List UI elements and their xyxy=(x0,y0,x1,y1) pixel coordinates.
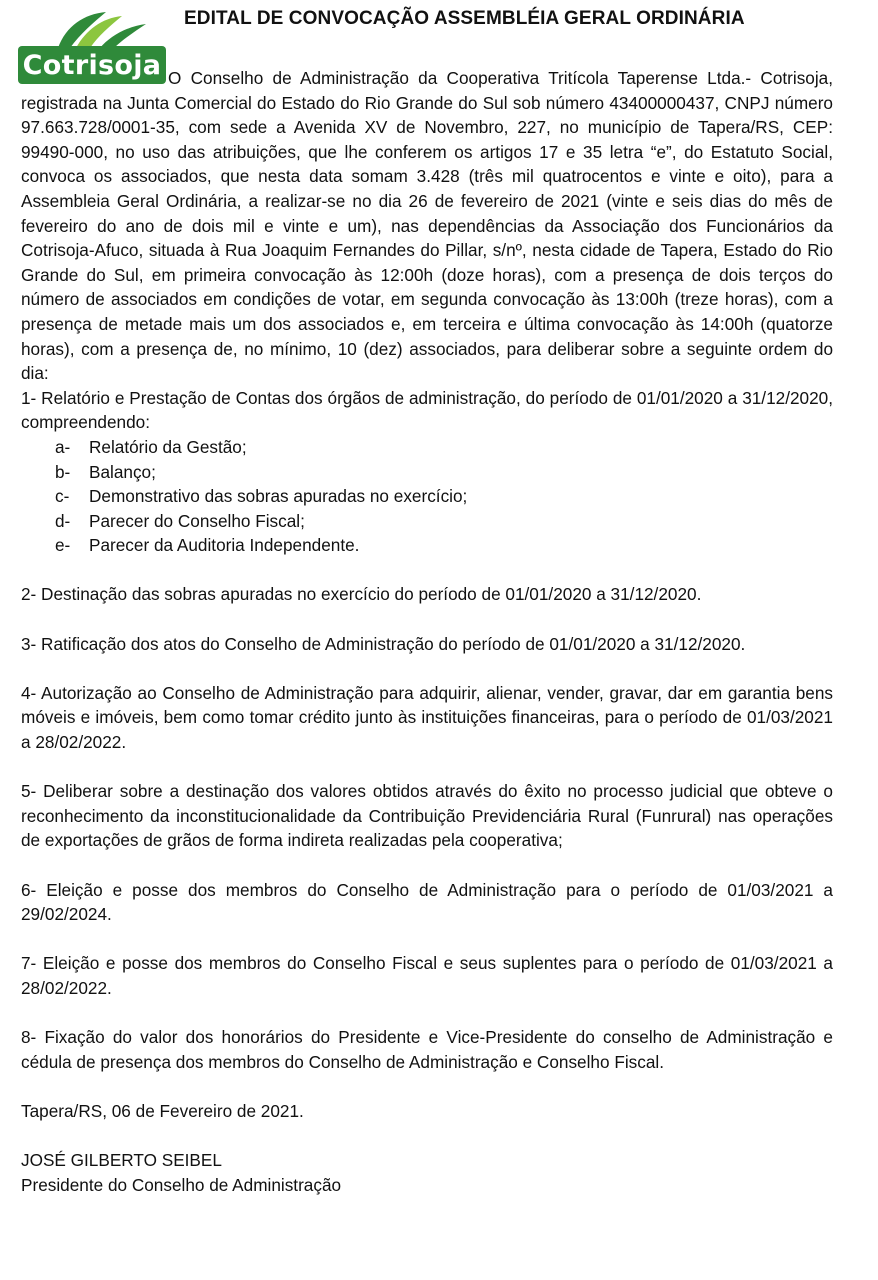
list-item: c- Demonstrativo das sobras apuradas no exercício; xyxy=(55,486,468,507)
place-date: Tapera/RS, 06 de Fevereiro de 2021. xyxy=(21,1100,304,1121)
agenda-item-3: 3- Ratificação dos atos do Conselho de Administração do período de 01/01/2020 a 31/12/2020. xyxy=(21,633,746,654)
agenda-item-6: 6- Eleição e posse dos membros do Conselho de Administração para o período de 01/03/2021 a 29/02/2024. xyxy=(21,879,833,925)
leaf-icon xyxy=(18,8,166,50)
list-item: a- Relatório da Gestão; xyxy=(55,436,247,457)
agenda-item-8: 8- Fixação do valor dos honorários do Presidente e Vice-Presidente do conselho de Administração e cédula de presença dos membros do Conselho de Administração e Conselho Fiscal. xyxy=(21,1027,833,1072)
agenda-subitems xyxy=(21,435,833,558)
signature-block xyxy=(21,1148,833,1197)
intro-paragraph: O Conselho de Administração da Cooperativa Tritícola Taperense Ltda.- Cotrisoja, registrada na Junta Comercial do Estado do Rio Grande do Sul sob número 43400000437, CNPJ número 97.663.728/0001-35, com sede a Avenida XV de Novembro, 227, no município de Tapera/RS, CEP: 99490-000, no uso das atribuições, que lhe conferem os artigos 17 e 35 letra “e”, do Estatuto Social, convoca os associados, que nesta data somam 3.428 (três mil quatrocentos e vinte e oito), para a Assembleia Geral Ordinária, a realizar-se no dia 26 de fevereiro de 2021 (vinte e seis dias do mês de fevereiro do ano de dois mil e vinte e um), nas dependências da Associação dos Funcionários da Cotrisoja-Afuco, situada à Rua Joaquim Fernandes do Pillar, s/nº, nesta cidade de Tapera, Estado do Rio Grande do Sul, em primeira convocação às 12:00h (doze horas), com a presença de dois terços do número de associados em condições de votar, em segunda convocação às 13:00h (treze horas), com a presença de metade mais um dos associados e, em terceira e última convocação às 14:00h (quatorze horas), com a presença de, no mínimo, 10 (dez) associados, para deliberar sobre a seguinte ordem do dia: xyxy=(21,68,833,384)
agenda-item-4: 4- Autorização ao Conselho de Administração para adquirir, alienar, vender, gravar, dar em garantia bens móveis e imóveis, bem como tomar crédito junto às instituições financeiras, para o período de 01/03/2021 a 28/02/2022. xyxy=(21,682,833,753)
agenda-item-5: 5- Deliberar sobre a destinação dos valores obtidos através do êxito no processo judicial que obteve o reconhecimento da inconstitucionalidade da Contribuição Previdenciária Rural (Funrural) nas operações de exportações de grãos de forma indireta realizadas pela cooperativa; xyxy=(21,781,833,851)
list-item: e- Parecer da Auditoria Independente. xyxy=(55,535,360,556)
agenda-item-2: 2- Destinação das sobras apuradas no exercício do período de 01/01/2020 a 31/12/2020. xyxy=(21,584,702,605)
document-body xyxy=(21,66,833,1197)
agenda-item-7: 7- Eleição e posse dos membros do Conselho Fiscal e seus suplentes para o período de 01/03/2021 a 28/02/2022. xyxy=(21,953,833,998)
signatory-name: JOSÉ GILBERTO SEIBEL xyxy=(21,1150,222,1171)
list-item: b- Balanço; xyxy=(55,461,156,482)
list-item: d- Parecer do Conselho Fiscal; xyxy=(55,510,305,531)
signatory-role: Presidente do Conselho de Administração xyxy=(21,1174,342,1195)
logo-wordmark: Cotrisoja xyxy=(18,46,166,84)
agenda-item-1: 1- Relatório e Prestação de Contas dos órgãos de administração, do período de 01/01/2020 a 31/12/2020, compreendendo: xyxy=(21,387,833,433)
document-title: EDITAL DE CONVOCAÇÃO ASSEMBLÉIA GERAL ORDINÁRIA xyxy=(184,8,745,29)
